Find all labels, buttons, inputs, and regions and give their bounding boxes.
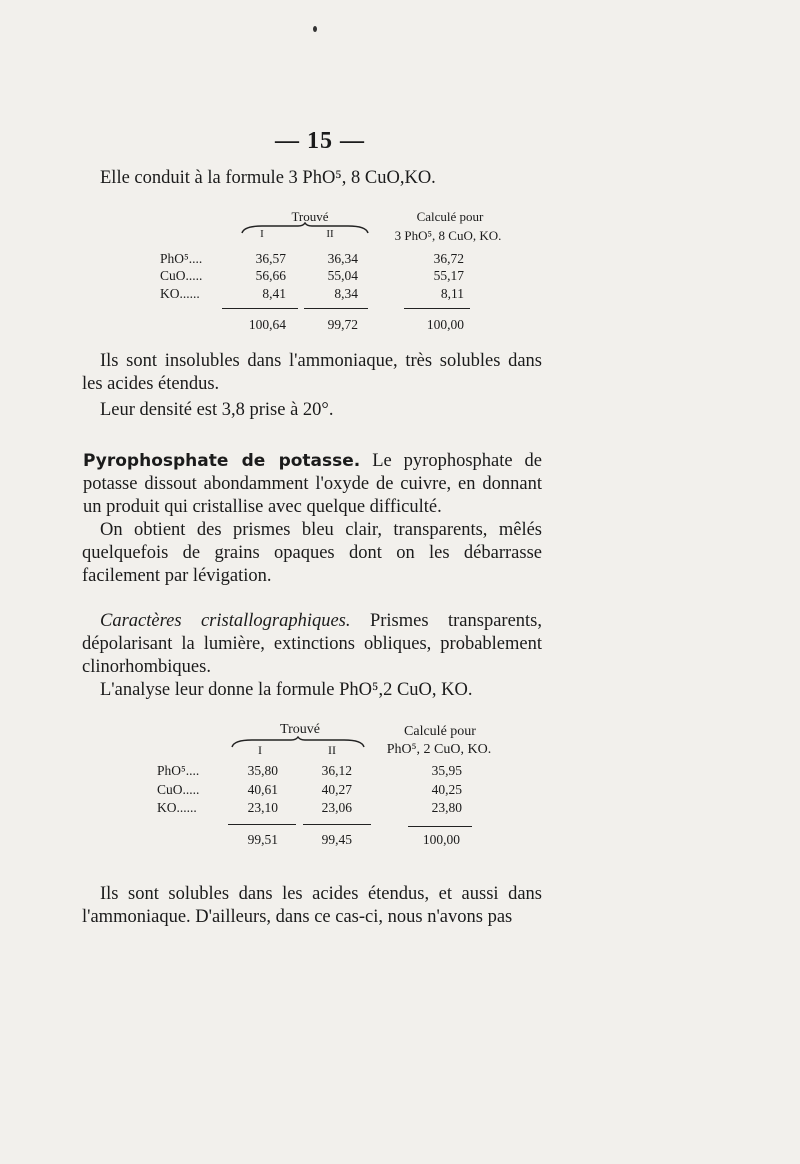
table2-sum-rule xyxy=(303,824,371,825)
table2-header-calc: Calculé pour xyxy=(404,724,476,739)
paragraph-insoluble: Ils sont insolubles dans l'ammoniaque, très solubles dans les acides étendus. xyxy=(82,351,542,394)
table1-cell: 56,66 xyxy=(255,268,286,283)
table1-row-label: KO...... xyxy=(160,286,200,301)
cristallo-text: Prismes transparents, dépolarisant la lumière, extinctions obliques, probablement clinorhombiques. xyxy=(82,611,542,677)
speck-mark xyxy=(313,26,317,32)
table2-row-label: KO...... xyxy=(157,800,197,815)
table1-row-label: PhO⁵.... xyxy=(160,251,203,266)
table1-col-ii: II xyxy=(326,228,334,240)
cristallo-title: Caractères cristallographiques. xyxy=(100,611,351,631)
table1-cell: 36,57 xyxy=(255,251,286,266)
table1-cell: 36,34 xyxy=(327,251,358,266)
table1-sum-rule xyxy=(404,308,470,309)
table2-cell: 40,27 xyxy=(321,782,352,797)
table2-col-calc: PhO⁵, 2 CuO, KO. xyxy=(386,742,492,757)
table1-total: 100,64 xyxy=(248,317,286,332)
paragraph-analyse: L'analyse leur donne la formule PhO⁵,2 CuO, KO. xyxy=(100,680,473,700)
paragraph-cristallographiques xyxy=(82,610,542,679)
page-number: — 15 — xyxy=(275,128,365,154)
table2-col-ii: II xyxy=(328,743,336,757)
table1-row-label: CuO..... xyxy=(160,268,203,283)
table2-cell: 40,61 xyxy=(247,782,278,797)
table1-sum-rule xyxy=(304,308,368,309)
table1-header-found: Trouvé xyxy=(291,209,329,224)
table2-cell: 35,95 xyxy=(431,763,462,778)
table2-total: 100,00 xyxy=(422,832,460,847)
table2-sum-rule xyxy=(228,824,296,825)
table2-sum-rule xyxy=(408,826,472,827)
table2-col-i: I xyxy=(258,743,262,757)
table1-total: 100,00 xyxy=(426,317,464,332)
table1-cell: 36,72 xyxy=(433,251,464,266)
intro-line: Elle conduit à la formule 3 PhO⁵, 8 CuO,KO. xyxy=(100,168,436,188)
table1-cell: 55,04 xyxy=(327,268,358,283)
table2-cell: 35,80 xyxy=(247,763,278,778)
table2-row-label: CuO..... xyxy=(157,782,200,797)
pyrophosphate-text: Le pyrophosphate de potasse dissout abondamment l'oxyde de cuivre, en donnant un produit qui cristallise avec quelque difficulté. xyxy=(83,451,542,517)
table2-cell: 23,80 xyxy=(431,800,462,815)
table1-cell: 55,17 xyxy=(433,268,464,283)
table2-cell: 40,25 xyxy=(431,782,462,797)
paragraph-prismes: On obtient des prismes bleu clair, transparents, mêlés quelquefois de grains opaques dont on les débarrasse facilement par lévigation. xyxy=(82,520,542,586)
table2-header-found: Trouvé xyxy=(280,722,320,737)
paragraph-pyrophosphate xyxy=(83,450,542,519)
table1-cell: 8,34 xyxy=(334,286,358,301)
table2-total: 99,45 xyxy=(321,832,352,847)
table2-cell: 36,12 xyxy=(321,763,352,778)
table2-row-label: PhO⁵.... xyxy=(157,763,200,778)
table2-cell: 23,10 xyxy=(247,800,278,815)
table1-col-i: I xyxy=(260,228,264,240)
table1-header-calc: Calculé pour xyxy=(416,209,484,224)
table1-cell: 8,11 xyxy=(440,286,464,301)
table1-cell: 8,41 xyxy=(262,286,286,301)
paragraph-final: Ils sont solubles dans les acides étendus, et aussi dans l'ammoniaque. D'ailleurs, dans ce cas-ci, nous n'avons pas xyxy=(82,884,542,927)
section-heading-pyrophosphate: Pyrophosphate de potasse. xyxy=(83,451,361,471)
paragraph-density: Leur densité est 3,8 prise à 20°. xyxy=(100,400,334,420)
table1-col-calc: 3 PhO⁵, 8 CuO, KO. xyxy=(394,228,502,243)
table1-total: 99,72 xyxy=(327,317,358,332)
table1-sum-rule xyxy=(222,308,298,309)
table2-total: 99,51 xyxy=(247,832,278,847)
table2-cell: 23,06 xyxy=(321,800,352,815)
